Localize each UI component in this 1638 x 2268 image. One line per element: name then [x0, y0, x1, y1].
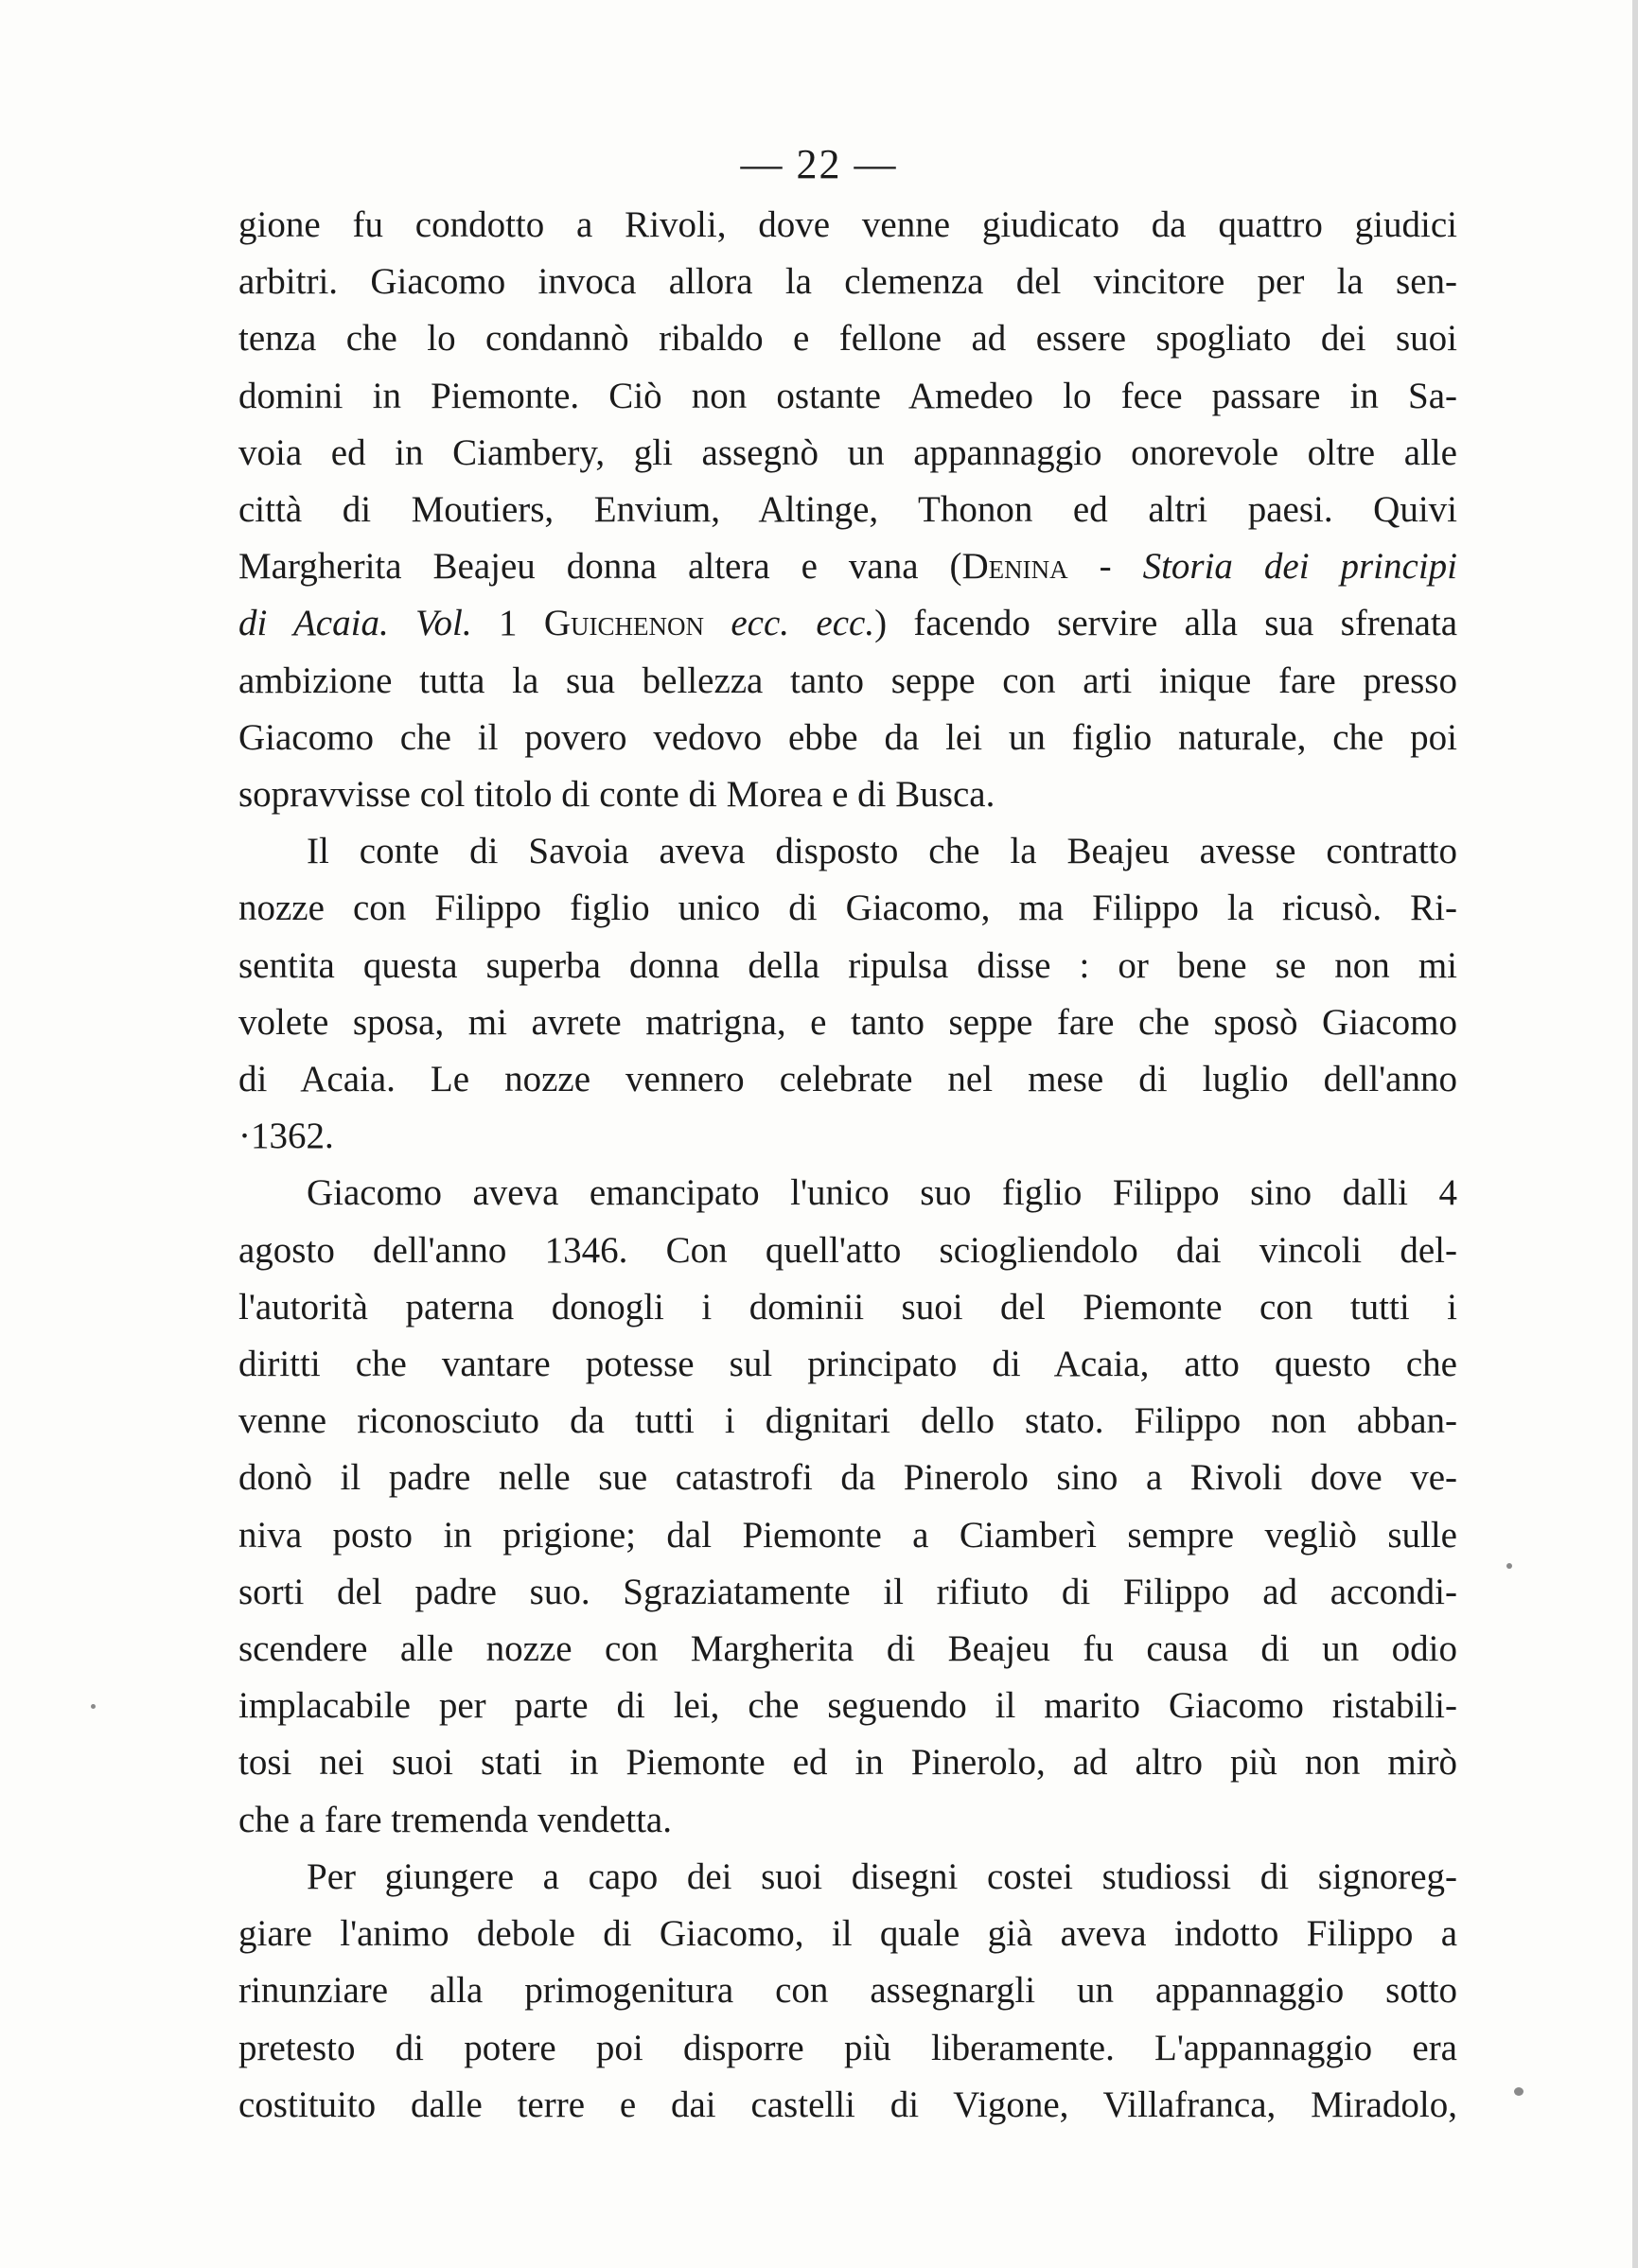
text-line: [238, 2020, 1457, 2077]
text-line: [238, 1792, 1457, 1849]
text-segment: pretesto di potere poi disporre più liberamente. L'appannaggio era: [238, 2027, 1457, 2068]
text-line: [238, 1962, 1457, 2019]
text-line: [238, 254, 1457, 310]
text-line: [238, 1393, 1457, 1450]
text-segment: ·1362.: [238, 1116, 334, 1157]
text-segment: donò il padre nelle sue catastrofi da Pinerolo sino a Rivoli dove ve-: [238, 1457, 1457, 1499]
scan-speck: [91, 1704, 96, 1709]
text-line: [238, 1678, 1457, 1734]
text-segment: implacabile per parte di lei, che seguendo il marito Giacomo ristabili-: [238, 1685, 1457, 1727]
text-line: [238, 823, 1457, 880]
text-segment: città di Moutiers, Envium, Altinge, Thonon ed altri paesi. Quivi: [238, 489, 1457, 531]
text-line: [238, 938, 1457, 994]
text-segment: sopravvisse col titolo di conte di Morea e di Busca.: [238, 774, 995, 816]
text-segment: tenza che lo condannò ribaldo e fellone ad essere spogliato dei suoi: [238, 318, 1457, 360]
text-line: [238, 368, 1457, 425]
text-segment: voia ed in Ciambery, gli assegnò un appannaggio onorevole oltre alle: [238, 431, 1457, 473]
text-line: [238, 1849, 1457, 1906]
text-line: [238, 595, 1457, 652]
text-line: [238, 1621, 1457, 1678]
text-line: [238, 766, 1457, 823]
text-segment: venne riconosciuto da tutti i dignitari dello stato. Filippo non abban-: [238, 1400, 1457, 1442]
text-line: [238, 994, 1457, 1051]
text-line: [238, 310, 1457, 367]
text-segment: gione fu condotto a Rivoli, dove venne giudicato da quattro giudici: [238, 204, 1457, 245]
text-segment: volete sposa, mi avrete matrigna, e tanto seppe fare che sposò Giacomo: [238, 1001, 1457, 1043]
italic-text: Storia dei principi: [1142, 546, 1457, 588]
text-segment: sentita questa superba donna della ripulsa disse : or bene se non mi: [238, 944, 1457, 986]
text-segment: agosto dell'anno 1346. Con quell'atto sciogliendolo dai vincoli del-: [238, 1229, 1457, 1271]
scan-speck: [1514, 2087, 1524, 2096]
text-segment: l'autorità paterna donogli i dominii suoi del Piemonte con tutti i: [238, 1286, 1457, 1327]
text-line: [238, 1108, 1457, 1165]
text-line: [238, 1507, 1457, 1564]
text-segment: che a fare tremenda vendetta.: [238, 1799, 672, 1840]
text-segment: -: [1067, 546, 1143, 588]
text-segment: niva posto in prigione; dal Piemonte a Ciamberì sempre vegliò sulle: [238, 1514, 1457, 1556]
scan-speck: [1506, 1563, 1512, 1569]
text-line: [238, 1279, 1457, 1336]
text-line: [238, 538, 1457, 595]
text-line: [238, 1165, 1457, 1222]
italic-text: ecc. ecc.: [731, 603, 875, 644]
text-line: [238, 653, 1457, 710]
text-line: [238, 880, 1457, 937]
text-segment: giare l'animo debole di Giacomo, il quale già aveva indotto Filippo a: [238, 1913, 1457, 1955]
text-segment: 1: [471, 603, 544, 644]
text-segment: Il conte di Savoia aveva disposto che la Beajeu avesse contratto: [307, 831, 1457, 872]
text-segment: scendere alle nozze con Margherita di Beajeu fu causa di un odio: [238, 1628, 1457, 1670]
page-number: — 22 —: [740, 141, 898, 187]
text-line: [238, 1222, 1457, 1279]
text-line: [238, 1906, 1457, 1962]
text-segment: sorti del padre suo. Sgraziatamente il rifiuto di Filippo ad accondi-: [238, 1571, 1457, 1612]
text-segment: tosi nei suoi stati in Piemonte ed in Pinerolo, ad altro più non mirò: [238, 1742, 1457, 1784]
text-segment: Giacomo aveva emancipato l'unico suo figlio Filippo sino dalli 4: [307, 1172, 1457, 1214]
text-segment: ) facendo servire alla sua sfrenata: [874, 603, 1457, 644]
text-line: [238, 197, 1457, 254]
text-segment: diritti che vantare potesse sul principato di Acaia, atto questo che: [238, 1344, 1457, 1385]
scan-edge-shadow: [1632, 0, 1638, 2268]
body-text: [238, 197, 1457, 2134]
text-line: [238, 1336, 1457, 1393]
text-segment: ambizione tutta la sua bellezza tanto seppe con arti inique fare presso: [238, 659, 1457, 701]
text-segment: Giacomo che il povero vedovo ebbe da lei un figlio naturale, che poi: [238, 716, 1457, 758]
author-name: Denina: [961, 546, 1068, 588]
text-line: [238, 1734, 1457, 1791]
text-segment: costituito dalle terre e dai castelli di Vigone, Villafranca, Miradolo,: [238, 2083, 1457, 2125]
text-line: [238, 710, 1457, 766]
text-segment: [704, 603, 731, 643]
text-line: [238, 1450, 1457, 1506]
text-segment: Margherita Beajeu donna altera e vana (: [238, 546, 962, 588]
text-segment: rinunziare alla primogenitura con assegnargli un appannaggio sotto: [238, 1970, 1457, 2012]
text-line: [238, 1051, 1457, 1108]
text-segment: domini in Piemonte. Ciò non ostante Amedeo lo fece passare in Sa-: [238, 375, 1457, 416]
text-line: [238, 2077, 1457, 2134]
text-segment: nozze con Filippo figlio unico di Giacomo, ma Filippo la ricusò. Ri-: [238, 888, 1457, 929]
text-line: [238, 482, 1457, 538]
author-name: Guichenon: [543, 603, 704, 644]
text-line: [238, 1564, 1457, 1621]
italic-text: di Acaia. Vol.: [238, 603, 472, 644]
text-segment: Per giungere a capo dei suoi disegni costei studiossi di signoreg-: [307, 1855, 1457, 1897]
text-segment: di Acaia. Le nozze vennero celebrate nel mese di luglio dell'anno: [238, 1059, 1457, 1100]
text-line: [238, 425, 1457, 482]
text-segment: arbitri. Giacomo invoca allora la clemenza del vincitore per la sen-: [238, 261, 1457, 303]
